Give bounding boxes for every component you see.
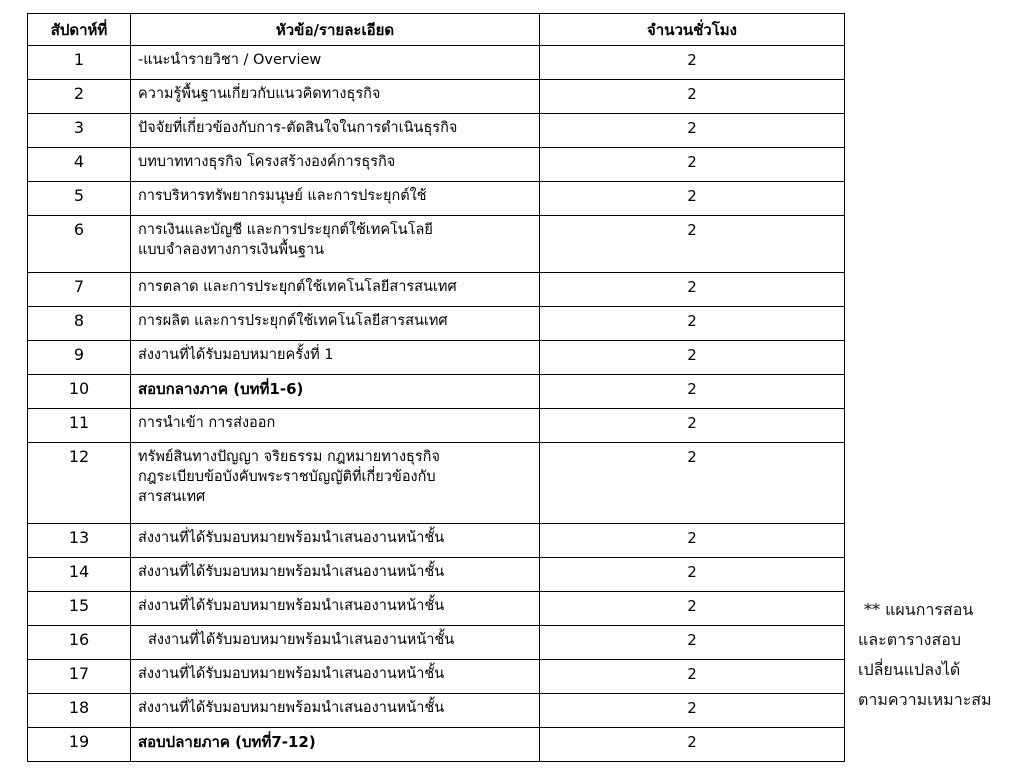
- table-row: [28, 558, 845, 592]
- week-cell: 15: [28, 592, 131, 626]
- hours-cell: 2: [540, 375, 845, 409]
- topic-cell: [131, 216, 540, 273]
- topic-cell: ส่งงานที่ได้รับมอบหมายพร้อมนำเสนองานหน้าชั้น: [131, 558, 540, 592]
- table-row: [28, 273, 845, 307]
- topic-cell: การบริหารทรัพยากรมนุษย์ และการประยุกต์ใช้: [131, 182, 540, 216]
- week-cell: 5: [28, 182, 131, 216]
- topic-cell: การตลาด และการประยุกต์ใช้เทคโนโลยีสารสนเทศ: [131, 273, 540, 307]
- week-cell: 18: [28, 694, 131, 728]
- topic-cell: ส่งงานที่ได้รับมอบหมายพร้อมนำเสนองานหน้าชั้น: [131, 660, 540, 694]
- topic-cell: ส่งงานที่ได้รับมอบหมายพร้อมนำเสนองานหน้าชั้น: [131, 592, 540, 626]
- topic-cell: ความรู้พื้นฐานเกี่ยวกับแนวคิดทางธุรกิจ: [131, 80, 540, 114]
- course-schedule-table: [27, 13, 845, 762]
- topic-cell: ส่งงานที่ได้รับมอบหมายพร้อมนำเสนองานหน้าชั้น: [131, 694, 540, 728]
- topic-column-header: หัวข้อ/รายละเอียด: [131, 14, 540, 46]
- week-cell: 2: [28, 80, 131, 114]
- week-cell: 11: [28, 409, 131, 443]
- hours-cell: 2: [540, 524, 845, 558]
- note-line: ** แผนการสอน: [864, 600, 974, 619]
- table-row: [28, 694, 845, 728]
- topic-cell: การผลิต และการประยุกต์ใช้เทคโนโลยีสารสนเทศ: [131, 307, 540, 341]
- table-row: [28, 524, 845, 558]
- hours-cell: 2: [540, 443, 845, 524]
- note-line: เปลี่ยนแปลงได้: [858, 660, 961, 679]
- table-row: [28, 409, 845, 443]
- note-line: ตามความเหมาะสม: [858, 690, 992, 709]
- topic-cell-midterm-exam: สอบกลางภาค (บทที่1-6): [131, 375, 540, 409]
- note-line: และตารางสอบ: [858, 630, 962, 649]
- week-cell: 10: [28, 375, 131, 409]
- hours-cell: 2: [540, 216, 845, 273]
- hours-column-header: จำนวนชั่วโมง: [540, 14, 845, 46]
- topic-cell: -แนะนำรายวิชา / Overview: [131, 46, 540, 80]
- topic-cell-final-exam: สอบปลายภาค (บทที่7-12): [131, 728, 540, 762]
- week-cell: 6: [28, 216, 131, 273]
- hours-cell: 2: [540, 46, 845, 80]
- week-cell: 17: [28, 660, 131, 694]
- hours-cell: 2: [540, 114, 845, 148]
- topic-cell: บทบาททางธุรกิจ โครงสร้างองค์การธุรกิจ: [131, 148, 540, 182]
- table-row: [28, 728, 845, 762]
- hours-cell: 2: [540, 341, 845, 375]
- topic-line: แบบจำลองทางการเงินพื้นฐาน: [138, 242, 325, 258]
- hours-cell: 2: [540, 626, 845, 660]
- topic-cell: ปัจจัยที่เกี่ยวข้องกับการ-ตัดสินใจในการดำเนินธุรกิจ: [131, 114, 540, 148]
- table-header-row: [28, 14, 845, 46]
- table-row: [28, 80, 845, 114]
- topic-cell: การนำเข้า การส่งออก: [131, 409, 540, 443]
- topic-cell: ส่งงานที่ได้รับมอบหมายพร้อมนำเสนองานหน้าชั้น: [131, 524, 540, 558]
- week-cell: 12: [28, 443, 131, 524]
- topic-cell: [131, 443, 540, 524]
- week-cell: 16: [28, 626, 131, 660]
- week-column-header: สัปดาห์ที่: [28, 14, 131, 46]
- topic-line: ทรัพย์สินทางปัญญา จริยธรรม กฎหมายทางธุรกิจ: [138, 449, 440, 465]
- schedule-body: [28, 46, 845, 762]
- hours-cell: 2: [540, 558, 845, 592]
- table-row: [28, 114, 845, 148]
- hours-cell: 2: [540, 592, 845, 626]
- week-cell: 19: [28, 728, 131, 762]
- hours-cell: 2: [540, 694, 845, 728]
- week-cell: 13: [28, 524, 131, 558]
- hours-cell: 2: [540, 182, 845, 216]
- table-row: [28, 626, 845, 660]
- hours-cell: 2: [540, 409, 845, 443]
- table-row: [28, 660, 845, 694]
- week-cell: 1: [28, 46, 131, 80]
- table-row: [28, 375, 845, 409]
- table-row: [28, 46, 845, 80]
- table-row: [28, 592, 845, 626]
- week-cell: 8: [28, 307, 131, 341]
- topic-cell: ส่งงานที่ได้รับมอบหมายพร้อมนำเสนองานหน้าชั้น: [131, 626, 540, 660]
- topic-line: กฎระเบียบข้อบังคับพระราชบัญญัติที่เกี่ยวข้องกับ: [138, 469, 436, 485]
- week-cell: 3: [28, 114, 131, 148]
- table-row: [28, 182, 845, 216]
- hours-cell: 2: [540, 728, 845, 762]
- topic-line: สารสนเทศ: [138, 489, 206, 505]
- table-row: [28, 443, 845, 524]
- week-cell: 9: [28, 341, 131, 375]
- week-cell: 14: [28, 558, 131, 592]
- topic-line: การเงินและบัญชี และการประยุกต์ใช้เทคโนโลยี: [138, 222, 433, 238]
- table-row: [28, 148, 845, 182]
- hours-cell: 2: [540, 660, 845, 694]
- hours-cell: 2: [540, 273, 845, 307]
- week-cell: 7: [28, 273, 131, 307]
- table-row: [28, 341, 845, 375]
- hours-cell: 2: [540, 307, 845, 341]
- table-row: [28, 216, 845, 273]
- hours-cell: 2: [540, 148, 845, 182]
- topic-cell: ส่งงานที่ได้รับมอบหมายครั้งที่ 1: [131, 341, 540, 375]
- hours-cell: 2: [540, 80, 845, 114]
- week-cell: 4: [28, 148, 131, 182]
- table-row: [28, 307, 845, 341]
- schedule-change-note: [858, 595, 1018, 715]
